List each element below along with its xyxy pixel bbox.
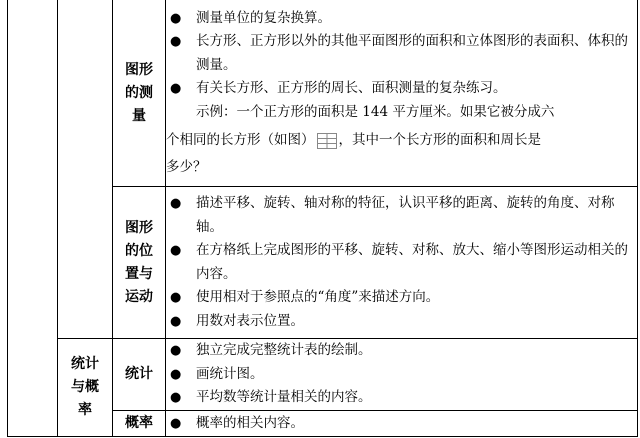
content-probability <box>166 411 638 437</box>
example-text-end: 多少？ <box>166 159 207 175</box>
rectangle-grid-icon <box>317 133 337 149</box>
list-item: ● 在方格纸上完成图形的平移、旋转、对称、放大、缩小等图形运动相关的内容。 <box>170 242 628 282</box>
list-item: ● 概率的相关内容。 <box>170 414 304 431</box>
content-measurement <box>166 0 638 187</box>
list-item: ● 平均数等统计量相关的内容。 <box>170 389 372 406</box>
curriculum-table <box>7 0 638 437</box>
row-label-measurement: 图形 的测 量 <box>113 0 166 187</box>
list-item: ● 用数对表示位置。 <box>170 312 304 329</box>
list-item: ● 描述平移、旋转、轴对称的特征，认识平移的距离、旋转的角度、对称轴。 <box>170 195 615 235</box>
row-label-probability: 概率 <box>113 411 166 437</box>
example-text: 示例：一个正方形的面积是 144 平方厘米。如果它被分成六 <box>196 103 555 120</box>
content-statistics <box>166 339 638 411</box>
list-item: ● 画统计图。 <box>170 365 264 382</box>
row-label-position-motion: 图形 的位 置与 运动 <box>113 187 166 339</box>
section-label-statistics-probability: 统计 与概 率 <box>58 339 113 437</box>
empty-category-cell <box>58 0 113 339</box>
outer-empty-cell <box>8 0 58 437</box>
list-item: ● 独立完成完整统计表的绘制。 <box>170 342 372 359</box>
list-item: ● 有关长方形、正方形的周长、面积测量的复杂练习。 <box>170 80 507 96</box>
list-item: ● 测量单位的复杂换算。 <box>170 9 331 26</box>
list-item: ● 长方形、正方形以外的其他平面图形的面积和立体图形的表面积、体积的测量。 <box>170 33 628 73</box>
list-item: ● 使用相对于参照点的“角度”来描述方向。 <box>170 289 440 305</box>
example-text-continued: 个相同的长方形（如图） ，其中一个长方形的面积和周长是 <box>166 132 541 148</box>
row-label-statistics: 统计 <box>113 339 166 411</box>
table-row <box>8 0 638 187</box>
content-position-motion <box>166 187 638 339</box>
table-row <box>8 339 638 411</box>
